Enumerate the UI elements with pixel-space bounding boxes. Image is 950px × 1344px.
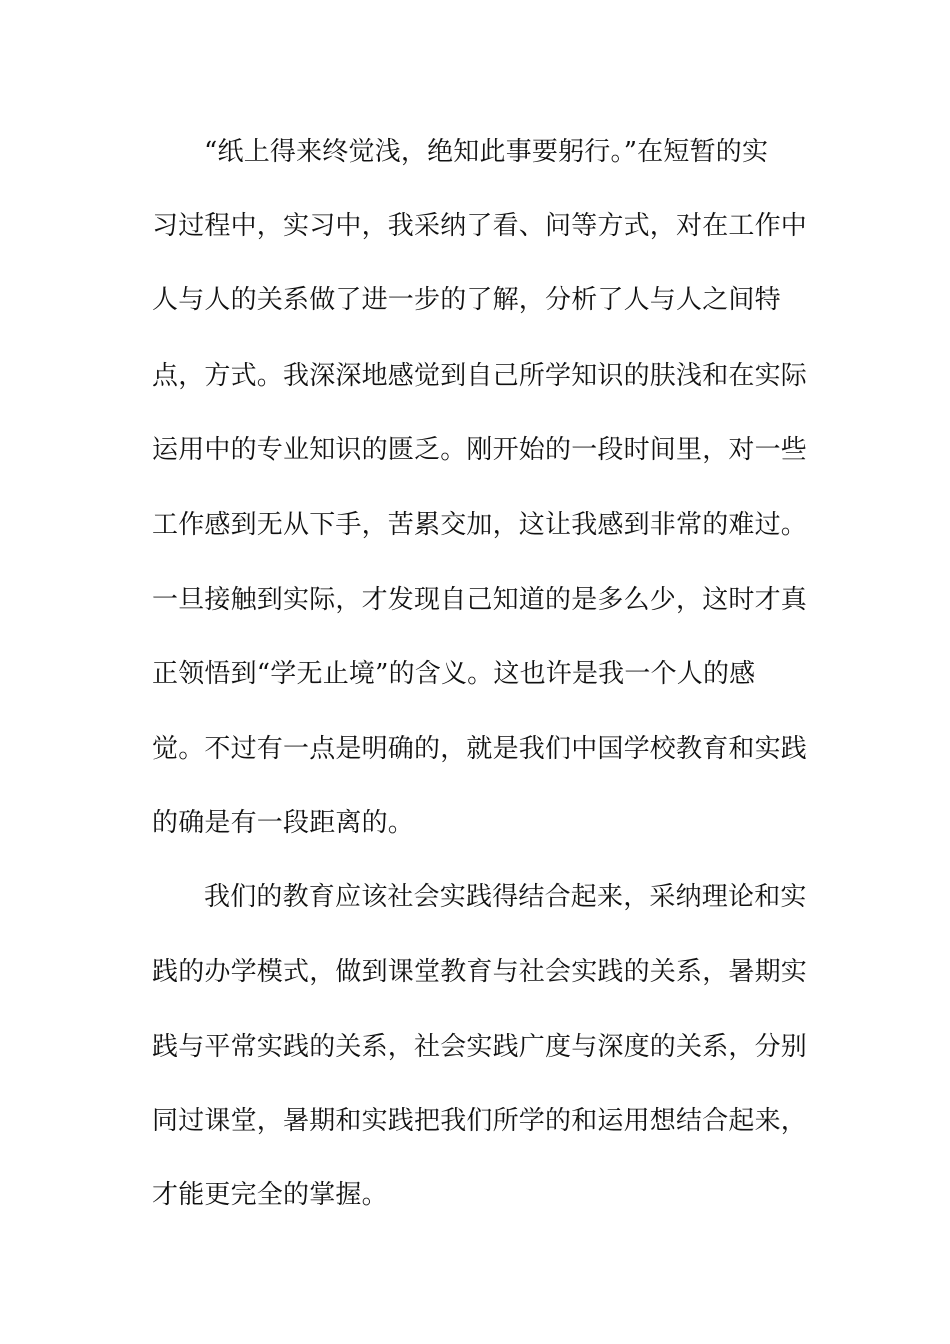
paragraph-2-line-5: 才能更完全的掌握。 bbox=[152, 1180, 388, 1210]
paragraph-1-line-5: 运用中的专业知识的匮乏。刚开始的一段时间里，对一些 bbox=[152, 435, 808, 465]
paragraph-1-line-1: “纸上得来终觉浅，绝知此事要躬行。”在短暂的实 bbox=[204, 137, 769, 167]
paragraph-2-line-4: 同过课堂，暑期和实践把我们所学的和运用想结合起来， bbox=[152, 1106, 808, 1136]
paragraph-1-line-3: 人与人的关系做了进一步的了解，分析了人与人之间特 bbox=[152, 285, 781, 315]
paragraph-2-line-1: 我们的教育应该社会实践得结合起来，采纳理论和实 bbox=[204, 882, 807, 912]
paragraph-2-line-3: 践与平常实践的关系，社会实践广度与深度的关系，分别 bbox=[152, 1032, 808, 1062]
paragraph-1-line-4: 点，方式。我深深地感觉到自己所学知识的肤浅和在实际 bbox=[152, 361, 808, 391]
paragraph-1-line-2: 习过程中，实习中，我采纳了看、问等方式，对在工作中 bbox=[152, 211, 808, 241]
paragraph-1-line-9: 觉。不过有一点是明确的，就是我们中国学校教育和实践 bbox=[152, 734, 808, 764]
paragraph-1-line-7: 一旦接触到实际，才发现自己知道的是多么少，这时才真 bbox=[152, 585, 808, 615]
paragraph-1-line-8: 正领悟到“学无止境”的含义。这也许是我一个人的感 bbox=[152, 659, 756, 689]
paragraph-2-line-2: 践的办学模式，做到课堂教育与社会实践的关系，暑期实 bbox=[152, 957, 808, 987]
paragraph-1-line-6: 工作感到无从下手，苦累交加，这让我感到非常的难过。 bbox=[152, 510, 808, 540]
paragraph-1-line-10: 的确是有一段距离的。 bbox=[152, 808, 415, 838]
